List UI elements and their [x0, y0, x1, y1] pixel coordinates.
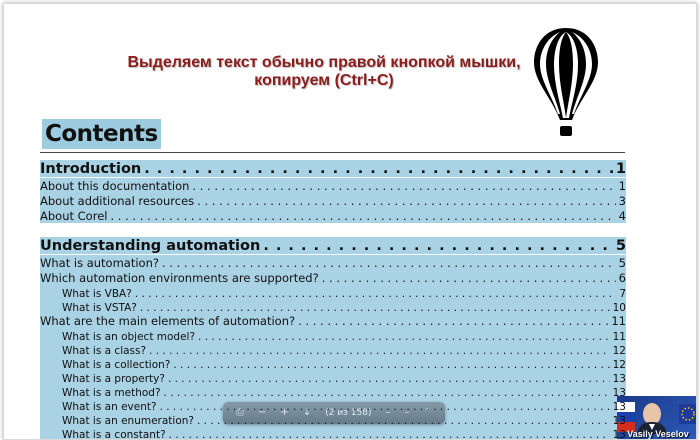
- toc-entry[interactable]: [40, 208, 626, 223]
- toc-entry[interactable]: [40, 328, 626, 343]
- toc-entry[interactable]: [40, 285, 626, 300]
- toc-title: What are the main elements of automation?: [40, 314, 296, 328]
- toc-entry[interactable]: [40, 299, 626, 314]
- heading-rule: [40, 152, 625, 153]
- scroll-up-icon[interactable]: ⌃: [423, 407, 432, 418]
- toc-page: 13: [612, 372, 626, 385]
- download-icon[interactable]: ↓: [302, 407, 312, 418]
- next-icon[interactable]: –: [404, 407, 410, 418]
- toc-title: What is a class?: [62, 344, 147, 357]
- toc-entry[interactable]: [40, 313, 626, 328]
- toc-title: What is VSTA?: [62, 301, 137, 314]
- toc-entry[interactable]: [40, 237, 626, 254]
- toc-entry[interactable]: [40, 384, 626, 399]
- badge-name: Vasily Veselov: [627, 429, 689, 439]
- toc-title: What is a property?: [62, 372, 165, 385]
- toc-title: What is automation?: [40, 256, 159, 270]
- toc-page: 6: [618, 271, 626, 285]
- pdf-page: [3, 3, 697, 440]
- toc-title: About Corel: [40, 209, 108, 223]
- toc-page: 12: [612, 344, 626, 357]
- toc-entry[interactable]: [40, 356, 626, 371]
- toc-page: 1: [618, 179, 626, 193]
- toc-title: About additional resources: [40, 194, 195, 208]
- toc-page: 13: [612, 400, 626, 413]
- annotation-line-2: копируем (Ctrl+C): [254, 72, 394, 89]
- print-icon[interactable]: ⎙: [236, 407, 244, 418]
- toc-entry[interactable]: [40, 426, 626, 440]
- toc-page: 5: [618, 256, 626, 270]
- toc-page: 4: [618, 209, 626, 223]
- toc-title: What is VBA?: [62, 287, 132, 300]
- toc-page: 5: [615, 238, 626, 254]
- toc-entry[interactable]: [40, 342, 626, 357]
- zoom-in-icon[interactable]: +: [280, 407, 289, 418]
- toc-title: What is a constant?: [62, 428, 166, 440]
- author-badge: [617, 396, 697, 440]
- toc-entry[interactable]: [40, 178, 626, 193]
- toc-page: 3: [618, 194, 626, 208]
- annotation-line-1: Выделяем текст обычно правой кнопкой мышки,: [127, 54, 521, 71]
- toc-page: 13: [612, 414, 626, 427]
- toc-page: 13: [612, 386, 626, 399]
- page-indicator: (2 из 158): [325, 408, 372, 418]
- toc-title: What is an enumeration?: [62, 414, 194, 427]
- toc-title: What is a method?: [62, 386, 161, 399]
- zoom-out-icon[interactable]: −: [258, 407, 267, 418]
- toc-page: 11: [611, 314, 626, 328]
- toc-entry[interactable]: [40, 370, 626, 385]
- toc-page: 11: [612, 330, 626, 343]
- toc-page: 10: [612, 301, 626, 314]
- contents-heading: Contents: [42, 119, 161, 149]
- toc-page: 1: [615, 161, 626, 177]
- toc-page: 7: [619, 287, 626, 300]
- toc-entry[interactable]: [40, 160, 626, 177]
- prev-icon[interactable]: –: [385, 407, 391, 418]
- toc-entry[interactable]: [40, 193, 626, 208]
- corel-balloon-logo: [530, 24, 602, 142]
- toc-title: What is an object model?: [62, 330, 196, 343]
- toc-title: What is an event?: [62, 400, 157, 413]
- annotation-text: [124, 54, 524, 90]
- toc-page: 12: [612, 358, 626, 371]
- toc-title: Understanding automation: [40, 238, 261, 254]
- toc-title: Which automation environments are supported?: [40, 271, 319, 285]
- toc-page: 13: [612, 428, 626, 440]
- toc-entry[interactable]: [40, 412, 626, 427]
- toc-title: What is a collection?: [62, 358, 171, 371]
- toc-entry[interactable]: [40, 255, 626, 270]
- toc-entry[interactable]: [40, 398, 626, 413]
- toc-title: Introduction: [40, 161, 142, 177]
- toc-title: About this documentation: [40, 179, 190, 193]
- toc-entry[interactable]: [40, 270, 626, 285]
- eu-flag-icon: [679, 404, 697, 424]
